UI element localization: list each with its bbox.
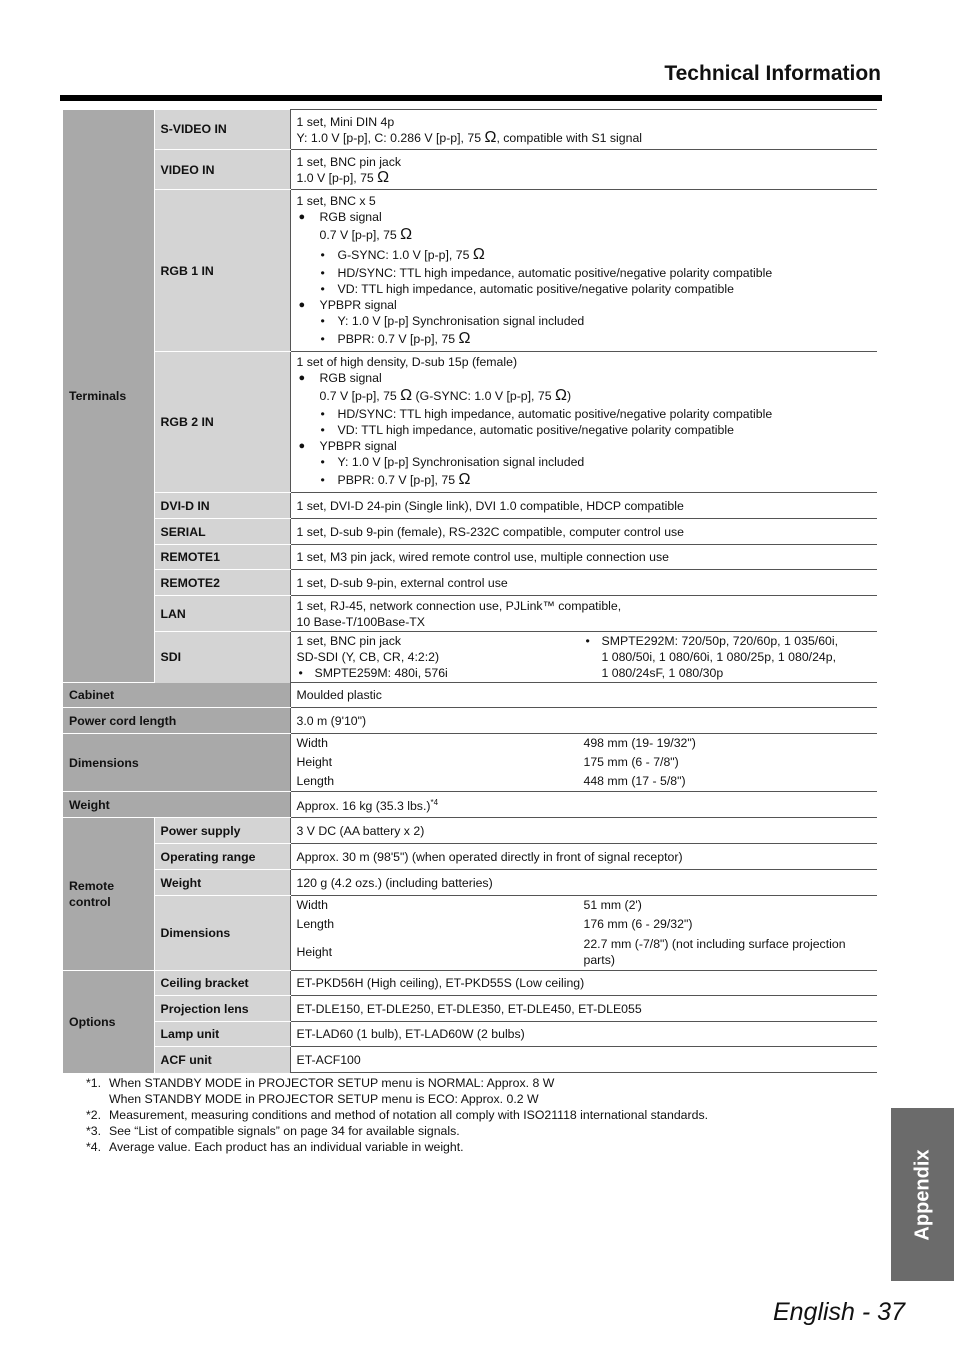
row-label-lamp-unit: Lamp unit: [154, 1022, 290, 1047]
ohm-symbol: Ω: [484, 128, 497, 146]
table-row: [63, 792, 877, 818]
row-label-svideo: S-VIDEO IN: [154, 110, 290, 150]
table-row: [63, 870, 877, 896]
section-remote-control: Remote control: [63, 818, 154, 971]
table-row: [63, 150, 877, 190]
row-value-rgb2: 1 set of high density, D-sub 15p (female) ● RGB signal 0.7 V [p-p], 75 Ω (G-SYNC: 1.0 V [p-p], 75 Ω) • HD/SYNC: TTL high impedance, automatic positive/negative polarity compatible • VD: TTL high impedance, automatic positive/negative polarity compatible ● YPBPR signal • Y: 1.0 V [p-p] Synchronisation signal included • PBPR: 0.7 V [p-p], 75 Ω: [290, 352, 877, 493]
table-row: [63, 734, 877, 792]
row-value-weight: Approx. 16 kg (35.3 lbs.)$^{*4}$: [290, 792, 877, 818]
row-value-ceiling-bracket: ET-PKD56H (High ceiling), ET-PKD55S (Low ceiling): [290, 971, 877, 996]
row-label-dimensions: Dimensions: [63, 734, 290, 792]
row-value-dimensions: Width Height Length 498 mm (19- 19/32") 175 mm (6 - 7/8") 448 mm (17 - 5/8"): [290, 734, 877, 792]
footnotes: *1. When STANDBY MODE in PROJECTOR SETUP menu is NORMAL: Approx. 8 W When STANDBY MODE in PROJECTOR SETUP menu is ECO: Approx. 0.2 W *2. Measurement, measuring conditions and method of notation all comply with ISO21118 international standards. *3. See “List of compatible signals” on page 34 for available signals. *4. Average value. Each product has an individual variable in weight.: [86, 1076, 709, 1154]
row-value-power-supply: 3 V DC (AA battery x 2): [290, 818, 877, 844]
table-row: [63, 818, 877, 844]
row-label-serial: SERIAL: [154, 519, 290, 545]
header-rule: [60, 95, 882, 101]
page-number: English - 37: [772, 1298, 905, 1326]
row-label-projection-lens: Projection lens: [154, 996, 290, 1022]
table-row: [63, 493, 877, 519]
row-value-acf-unit: ET-ACF100: [290, 1047, 877, 1073]
row-label-cabinet: Cabinet: [63, 683, 290, 708]
row-label-lan: LAN: [154, 596, 290, 632]
row-value-remote-dimensions: Width Length Height 51 mm (2') 176 mm (6 - 29/32") 22.7 mm (-7/8") (not including surface projection parts): [290, 896, 877, 971]
row-label-operating-range: Operating range: [154, 844, 290, 870]
row-label-remote-dimensions: Dimensions: [154, 896, 290, 971]
row-value-lan: 1 set, RJ-45, network connection use, PJLink™ compatible, 10 Base-T/100Base-TX: [290, 596, 877, 632]
table-row: [63, 519, 877, 545]
row-value-serial: 1 set, D-sub 9-pin (female), RS-232C compatible, computer control use: [290, 519, 877, 545]
footnote-ref: *4: [430, 797, 439, 807]
row-value-dvid: 1 set, DVI-D 24-pin (Single link), DVI 1.0 compatible, HDCP compatible: [290, 493, 877, 519]
table-row: [63, 632, 877, 683]
row-value-operating-range: Approx. 30 m (98'5") (when operated directly in front of signal receptor): [290, 844, 877, 870]
table-row: [63, 110, 877, 150]
table-row: [63, 683, 877, 708]
row-value-video: 1 set, BNC pin jack 1.0 V [p-p], 75 Ω: [290, 150, 877, 190]
row-value-power-cord: 3.0 m (9'10"): [290, 708, 877, 734]
table-row: [63, 844, 877, 870]
row-label-power-supply: Power supply: [154, 818, 290, 844]
table-row: [63, 708, 877, 734]
section-terminals: Terminals: [63, 110, 154, 683]
row-label-dvid: DVI-D IN: [154, 493, 290, 519]
row-value-remote-weight: 120 g (4.2 ozs.) (including batteries): [290, 870, 877, 896]
row-label-remote1: REMOTE1: [154, 545, 290, 570]
row-label-acf-unit: ACF unit: [154, 1047, 290, 1073]
row-label-power-cord: Power cord length: [63, 708, 290, 734]
table-row: [63, 596, 877, 632]
row-value-projection-lens: ET-DLE150, ET-DLE250, ET-DLE350, ET-DLE450, ET-DLE055: [290, 996, 877, 1022]
table-row: [63, 896, 877, 971]
row-label-weight: Weight: [63, 792, 290, 818]
row-label-video: VIDEO IN: [154, 150, 290, 190]
row-label-rgb1: RGB 1 IN: [154, 190, 290, 352]
row-label-sdi: SDI: [154, 632, 290, 683]
table-row: [63, 570, 877, 596]
row-label-ceiling-bracket: Ceiling bracket: [154, 971, 290, 996]
row-value-rgb1: 1 set, BNC x 5 ● RGB signal 0.7 V [p-p], 75 Ω • G-SYNC: 1.0 V [p-p], 75 Ω • HD/SYNC: TTL high impedance, automatic positive/negative polarity compatible • VD: TTL high impedance, automatic positive/negative polarity compatible ● YPBPR signal • Y: 1.0 V [p-p] Synchronisation signal included • PBPR: 0.7 V [p-p], 75 Ω: [290, 190, 877, 352]
row-value-remote1: 1 set, M3 pin jack, wired remote control use, multiple connection use: [290, 545, 877, 570]
row-label-rgb2: RGB 2 IN: [154, 352, 290, 493]
table-row: [63, 971, 877, 996]
row-value-svideo: 1 set, Mini DIN 4p Y: 1.0 V [p-p], C: 0.286 V [p-p], 75 Ω, compatible with S1 signal: [290, 110, 877, 150]
table-row: [63, 1047, 877, 1073]
page-title: Technical Information: [664, 62, 881, 85]
row-value-sdi: 1 set, BNC pin jack SD-SDI (Y, CB, CR, 4:2:2) • SMPTE259M: 480i, 576i • SMPTE292M: 720/50p, 720/60p, 1 035/60i, 1 080/50i, 1 080/60i, 1 080/25p, 1 080/24p, 1 080/24sF, 1 080/30p: [290, 632, 877, 683]
row-value-lamp-unit: ET-LAD60 (1 bulb), ET-LAD60W (2 bulbs): [290, 1022, 877, 1047]
table-row: [63, 190, 877, 352]
table-row: [63, 545, 877, 570]
appendix-tab: [891, 1108, 954, 1281]
section-options: Options: [63, 971, 154, 1073]
row-value-cabinet: Moulded plastic: [290, 683, 877, 708]
row-label-remote2: REMOTE2: [154, 570, 290, 596]
table-row: [63, 1022, 877, 1047]
appendix-tab-label: Appendix: [911, 1148, 933, 1241]
table-row: [63, 352, 877, 493]
table-row: [63, 996, 877, 1022]
row-value-remote2: 1 set, D-sub 9-pin, external control use: [290, 570, 877, 596]
spec-table: [63, 109, 877, 1073]
row-label-remote-weight: Weight: [154, 870, 290, 896]
